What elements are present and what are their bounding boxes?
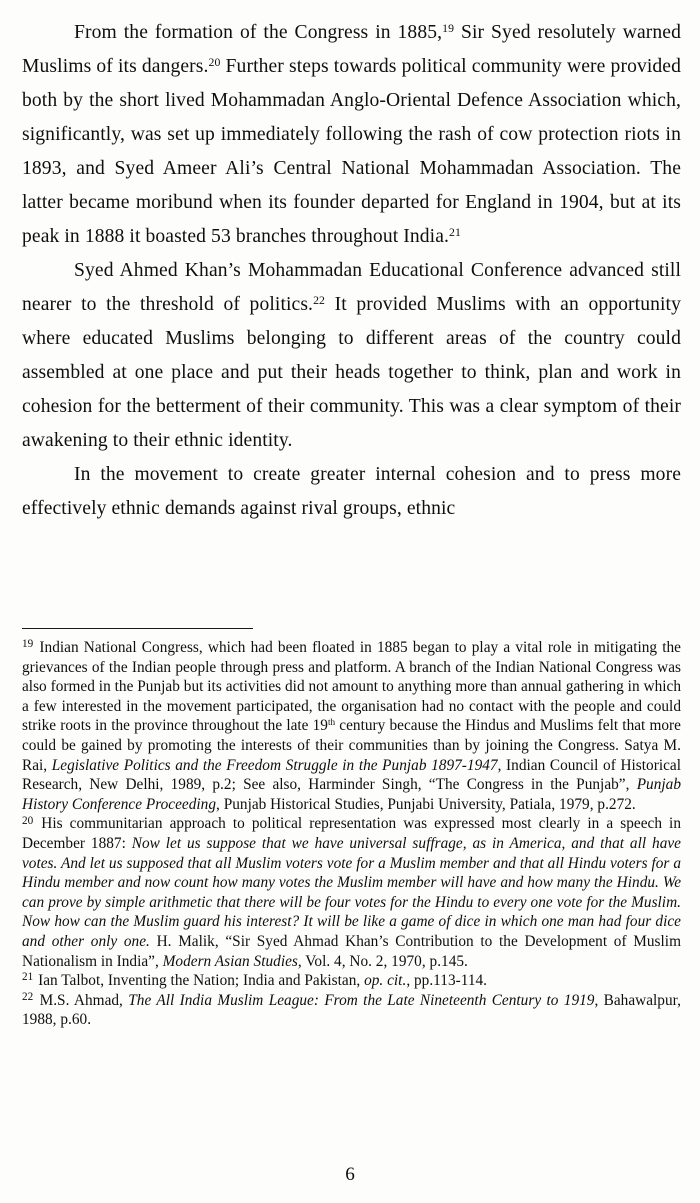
page-number: 6 <box>345 1164 355 1185</box>
text-run: century because the Hindus and Muslims felt that more could be gained by promoting the interests of their communities than by joining the Congress. Satya M. Rai, <box>22 717 681 774</box>
footnote-marker: 21 <box>22 971 34 984</box>
italic-run: Now let us suppose that we have universal suffrage, as in America, and that all have votes. And let us supposed that all Muslim voters vote for a Muslim member and that all Hindu voters for a Hindu member and now count how many votes the Muslim member will have and how many the Hindu. We can prove by simple arithmetic that there will be four votes for the Hindu to every one vote for the Muslim. Now how can the Muslim guard his interest? It will be like a game of dice in which one man had four dice and other only one. <box>22 834 681 950</box>
superscript-reference: 21 <box>449 225 461 239</box>
footnote-separator-rule <box>22 628 253 629</box>
text-run: H. Malik, “Sir Syed Ahmad Khan’s Contribution to the Development of Muslim Nationalism in India”, <box>22 932 681 970</box>
text-run: Indian National Congress, which had been floated in 1885 began to play a vital role in mitigating the grievances of the Indian people through press and platform. A branch of the Indian National Congress was also formed in the Punjab but its activities did not amount to anything more than annual gathering in which a few interested in the movement participated, the organisation had no contact with the people and could strike roots in the province throughout the late 19 <box>22 639 681 735</box>
footnote-19 <box>22 638 681 814</box>
italic-run: op. cit. <box>364 972 407 990</box>
body-text-block <box>22 16 681 526</box>
text-run: Ian Talbot, Inventing the Nation; India and Pakistan, <box>34 972 365 990</box>
text-run: Further steps towards political community were provided both by the short lived Mohammadan Anglo-Oriental Defence Association which, significantly, was set up immediately following the rash of cow protection riots in 1893, and Syed Ameer Ali’s Central National Mohammadan Association. The latter became moribund when its founder departed for England in 1904, but at its peak in 1888 it boasted 53 branches throughout India. <box>22 56 682 247</box>
superscript-reference: 19 <box>442 21 455 35</box>
text-run: , Bahawalpur, 1988, p.60. <box>22 991 681 1029</box>
superscript-reference: 20 <box>208 55 221 69</box>
italic-run: Modern Asian Studies <box>162 952 298 970</box>
italic-run: Legislative Politics and the Freedom Struggle in the Punjab 1897-1947 <box>51 756 498 774</box>
text-run: His communitarian approach to political representation was expressed most clearly in a speech in December 1887: <box>22 815 681 852</box>
text-run: From the formation of the Congress in 1885, <box>74 22 443 43</box>
footnote-marker: 20 <box>22 814 34 827</box>
footnote-21 <box>22 971 681 991</box>
superscript-reference: th <box>327 717 336 728</box>
footnote-marker: 22 <box>22 990 34 1003</box>
footnote-22 <box>22 991 681 1030</box>
text-run: Sir Syed resolutely warned Muslims of its dangers. <box>22 22 681 77</box>
text-run: In the movement to create greater internal cohesion and to press more effectively ethnic demands against rival groups, ethnic <box>22 464 681 519</box>
text-run: Syed Ahmed Khan’s Mohammadan Educational Conference advanced still nearer to the threshold of politics. <box>22 260 681 315</box>
body-paragraph-1 <box>22 16 681 254</box>
text-run: , pp.113-114. <box>406 972 488 990</box>
text-run: , Punjab Historical Studies, Punjabi University, Patiala, 1979, p.272. <box>216 795 636 813</box>
text-run: M.S. Ahmad, <box>34 991 129 1009</box>
text-run: , Vol. 4, No. 2, 1970, p.145. <box>297 952 468 970</box>
italic-run: Punjab History Conference Proceeding <box>22 776 681 813</box>
footnote-marker: 19 <box>22 638 34 651</box>
footnote-block <box>22 628 681 1030</box>
footnote-20 <box>22 814 681 971</box>
body-paragraph-2 <box>22 254 681 458</box>
text-run: , Indian Council of Historical Research, New Delhi, 1989, p.2; See also, Harminder Singh, “The Congress in the Punjab”, <box>22 756 681 794</box>
body-paragraph-3 <box>22 458 681 526</box>
superscript-reference: 22 <box>313 293 326 307</box>
text-run: It provided Muslims with an opportunity where educated Muslims belonging to different areas of the country could assembled at one place and put their heads together to think, plan and work in cohesion for the betterment of their community. This was a clear symptom of their awakening to their ethnic identity. <box>22 294 681 451</box>
italic-run: The All India Muslim League: From the Late Nineteenth Century to 1919 <box>128 991 595 1009</box>
